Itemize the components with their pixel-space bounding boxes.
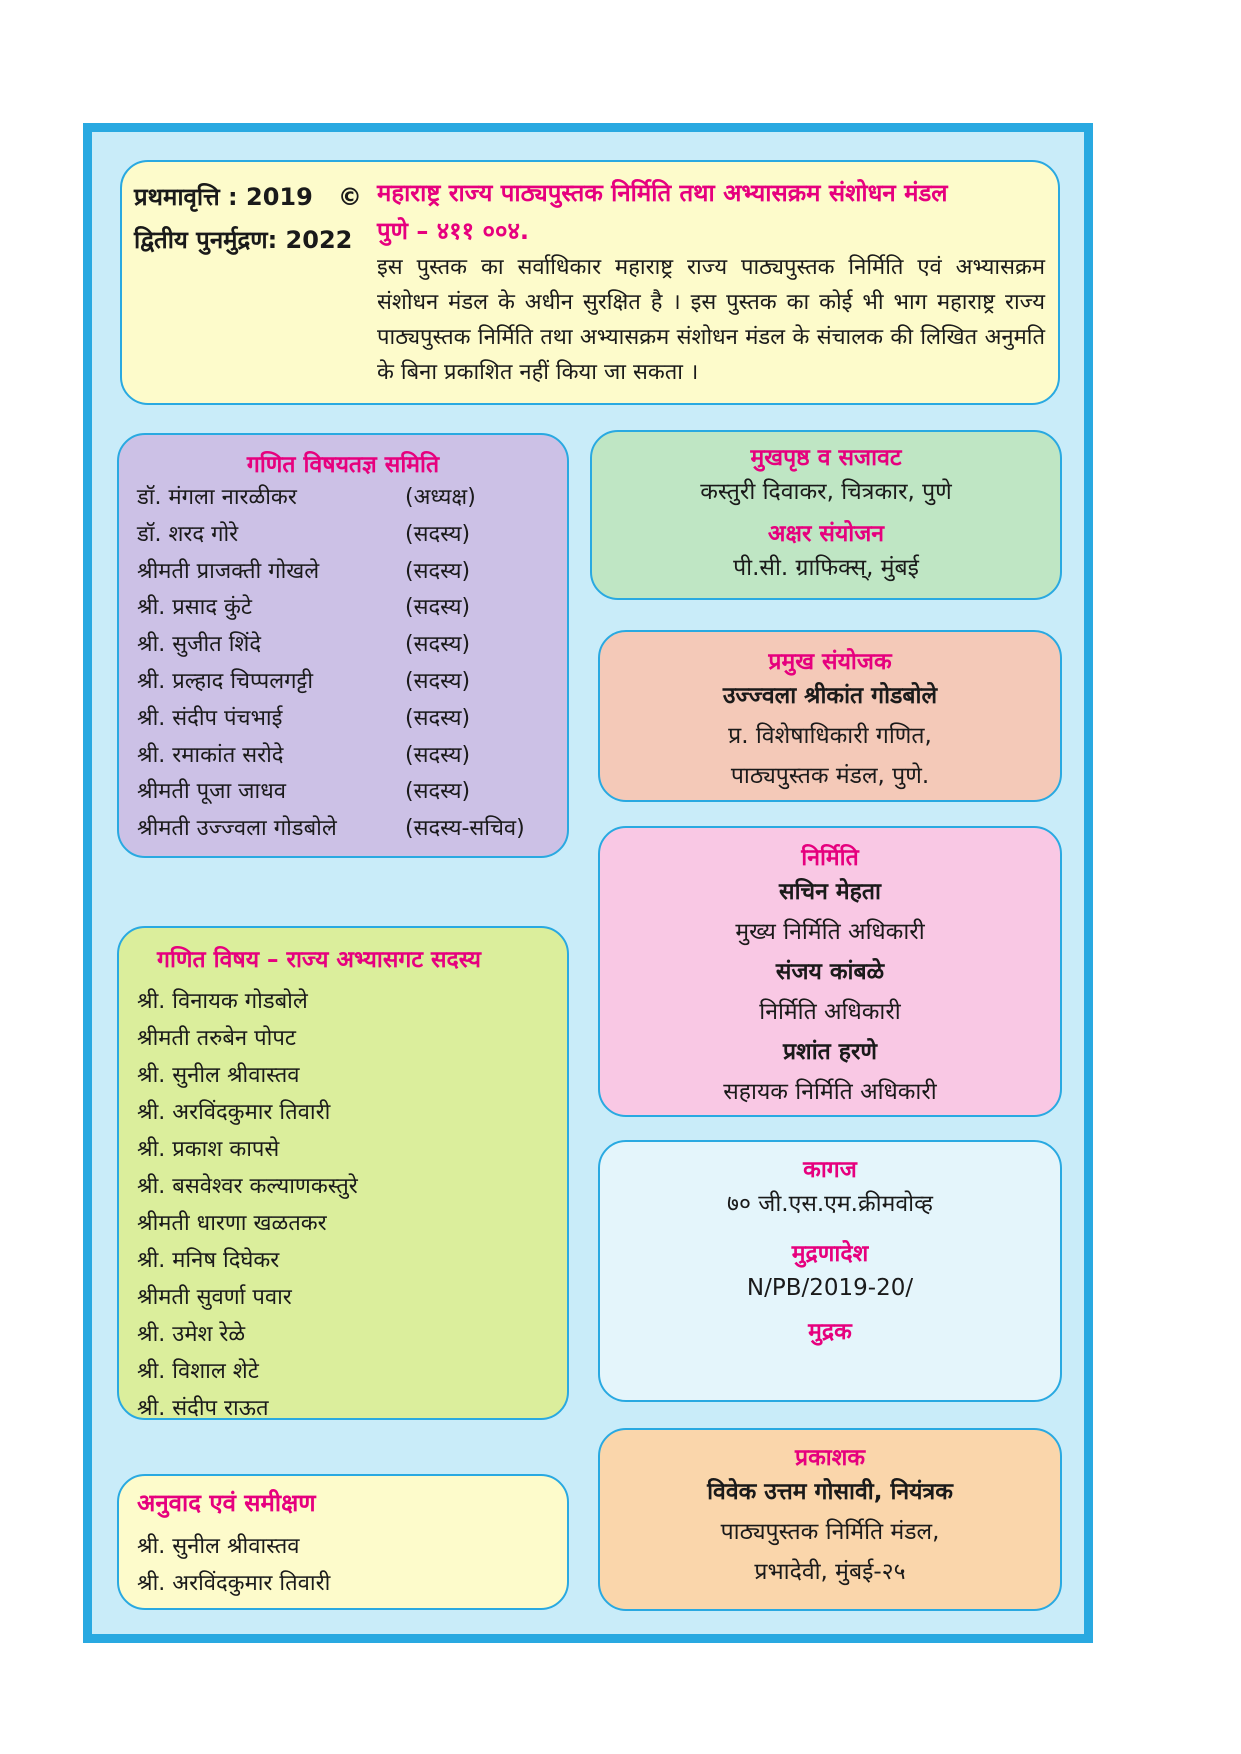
study-member: श्री. मनिष दिघेकर [137, 1248, 280, 1273]
production-box [598, 826, 1062, 1117]
study-group-title: गणित विषय – राज्य अभ्यासगट सदस्य [157, 947, 481, 973]
print-order-value: N/PB/2019-20/ [746, 1275, 914, 1301]
member-role: (सदस्य) [405, 595, 471, 621]
typesetting-name: पी.सी. ग्राफिक्स्, मुंबई [733, 555, 919, 581]
committee-member [137, 590, 555, 627]
committee-list [137, 480, 555, 848]
committee-member [137, 701, 555, 738]
production-role-2: निर्मिति अधिकारी [759, 999, 901, 1025]
typesetting-title: अक्षर संयोजन [767, 521, 885, 547]
publisher-name: महाराष्ट्र राज्य पाठ्यपुस्तक निर्मिति तथा अभ्यासक्रम संशोधन मंडल [377, 179, 948, 207]
study-member: श्री. सुनील श्रीवास्तव [137, 1063, 300, 1088]
study-member: श्री. विनायक गोडबोले [137, 989, 308, 1014]
publisher-box [598, 1428, 1062, 1611]
study-member: श्री. अरविंदकुमार तिवारी [137, 1100, 331, 1125]
coordinator-name: उज्ज्वला श्रीकांत गोडबोले [722, 683, 938, 709]
copyright-box [120, 160, 1060, 405]
committee-member [137, 480, 555, 517]
study-member: श्री. बसवेश्वर कल्याणकस्तुरे [137, 1174, 358, 1199]
paper-value: ७० जी.एस.एम.क्रीमवोव्ह [727, 1191, 933, 1217]
copyright-symbol: © [337, 183, 362, 211]
production-name-3: प्रशांत हरणे [782, 1039, 878, 1065]
member-name: श्री. प्रसाद कुंटे [137, 595, 253, 621]
publisher-line1: पाठ्यपुस्तक निर्मिति मंडल, [720, 1519, 940, 1545]
rights-text: इस पुस्तक का सर्वाधिकार महाराष्ट्र राज्य पाठ्यपुस्तक निर्मिति एवं अभ्यासक्रम संशोधन मंडल के अधीन सुरक्षित है । इस पुस्तक का कोई भी भाग महाराष्ट्र राज्य पाठ्यपुस्तक निर्मिति तथा अभ्यासक्रम संशोधन मंडल के संचालक की लिखित अनुमति के बिना प्रकाशित नहीं किया जा सकता । [377, 255, 1045, 385]
translation-list [137, 1528, 330, 1602]
committee-member [137, 811, 555, 848]
study-member: श्रीमती धारणा खळतकर [137, 1211, 327, 1236]
translation-member: श्री. अरविंदकुमार तिवारी [137, 1571, 331, 1596]
production-name-1: सचिन मेहता [779, 879, 881, 905]
translation-box [117, 1474, 569, 1610]
member-name: डॉ. शरद गोरे [137, 521, 239, 547]
member-role: (सदस्य) [405, 632, 471, 658]
coordinator-line2: पाठ्यपुस्तक मंडल, पुणे. [730, 763, 930, 789]
member-role: (सदस्य) [405, 558, 471, 584]
member-role: (सदस्य) [405, 668, 471, 694]
production-role-3: सहायक निर्मिति अधिकारी [723, 1079, 937, 1105]
publisher-title: प्रकाशक [794, 1445, 865, 1471]
cover-artist: कस्तुरी दिवाकर, चित्रकार, पुणे [700, 479, 952, 505]
member-name: श्री. रमाकांत सरोदे [137, 742, 284, 768]
publisher-address: पुणे – ४११ ००४. [377, 217, 530, 245]
member-name: श्री. प्रल्हाद चिप्पलगट्टी [137, 668, 314, 694]
study-member: श्री. विशाल शेटे [137, 1359, 259, 1384]
member-name: श्री. सुजीत शिंदे [137, 632, 262, 658]
subject-committee-box [117, 433, 569, 858]
printer-title: मुद्रक [808, 1319, 852, 1345]
committee-member [137, 627, 555, 664]
study-member: श्री. उमेश रेळे [137, 1322, 246, 1347]
paper-box [598, 1140, 1062, 1402]
member-role: (सदस्य) [405, 779, 471, 805]
member-role: (अध्यक्ष) [405, 485, 476, 510]
member-role: (सदस्य) [405, 742, 471, 768]
committee-member [137, 774, 555, 811]
member-name: श्रीमती उज्ज्वला गोडबोले [137, 816, 337, 842]
first-edition: प्रथमावृत्ति : 2019 [134, 183, 313, 211]
rights-block [377, 174, 1045, 390]
study-member: श्रीमती सुवर्णा पवार [137, 1285, 292, 1310]
production-role-1: मुख्य निर्मिति अधिकारी [735, 919, 925, 945]
print-order-title: मुद्रणादेश [791, 1241, 869, 1267]
member-name: डॉ. मंगला नारळीकर [137, 485, 297, 510]
committee-member [137, 664, 555, 701]
edition-info [134, 176, 362, 262]
committee-member [137, 554, 555, 591]
committee-title: गणित विषयतज्ञ समिति [246, 452, 440, 478]
member-role: (सदस्य) [405, 705, 471, 731]
member-role: (सदस्य-सचिव) [405, 816, 525, 842]
coordinator-box [598, 630, 1062, 802]
study-group-list [137, 983, 358, 1427]
member-name: श्रीमती पूजा जाधव [137, 779, 286, 805]
production-name-2: संजय कांबळे [775, 959, 885, 985]
coordinator-title: प्रमुख संयोजक [768, 649, 892, 675]
member-role: (सदस्य) [405, 521, 471, 547]
study-group-box [117, 926, 569, 1420]
study-member: श्रीमती तरुबेन पोपट [137, 1026, 296, 1051]
paper-title: कागज [803, 1157, 857, 1183]
production-title: निर्मिति [801, 845, 859, 871]
member-name: श्री. संदीप पंचभाई [137, 705, 283, 731]
coordinator-line1: प्र. विशेषाधिकारी गणित, [728, 723, 932, 749]
cover-title: मुखपृष्ठ व सजावट [750, 445, 902, 471]
study-member: श्री. प्रकाश कापसे [137, 1137, 280, 1162]
publisher-line2: प्रभादेवी, मुंबई-२५ [754, 1559, 906, 1585]
committee-member [137, 517, 555, 554]
member-name: श्रीमती प्राजक्ती गोखले [137, 558, 320, 584]
translation-title: अनुवाद एवं समीक्षण [137, 1489, 316, 1517]
translation-member: श्री. सुनील श्रीवास्तव [137, 1534, 300, 1559]
study-member: श्री. संदीप राऊत [137, 1396, 269, 1421]
publisher-controller: विवेक उत्तम गोसावी, नियंत्रक [707, 1479, 953, 1505]
committee-member [137, 738, 555, 775]
cover-box [590, 430, 1062, 600]
reprint-edition: द्वितीय पुनर्मुद्रण: 2022 [134, 226, 353, 254]
